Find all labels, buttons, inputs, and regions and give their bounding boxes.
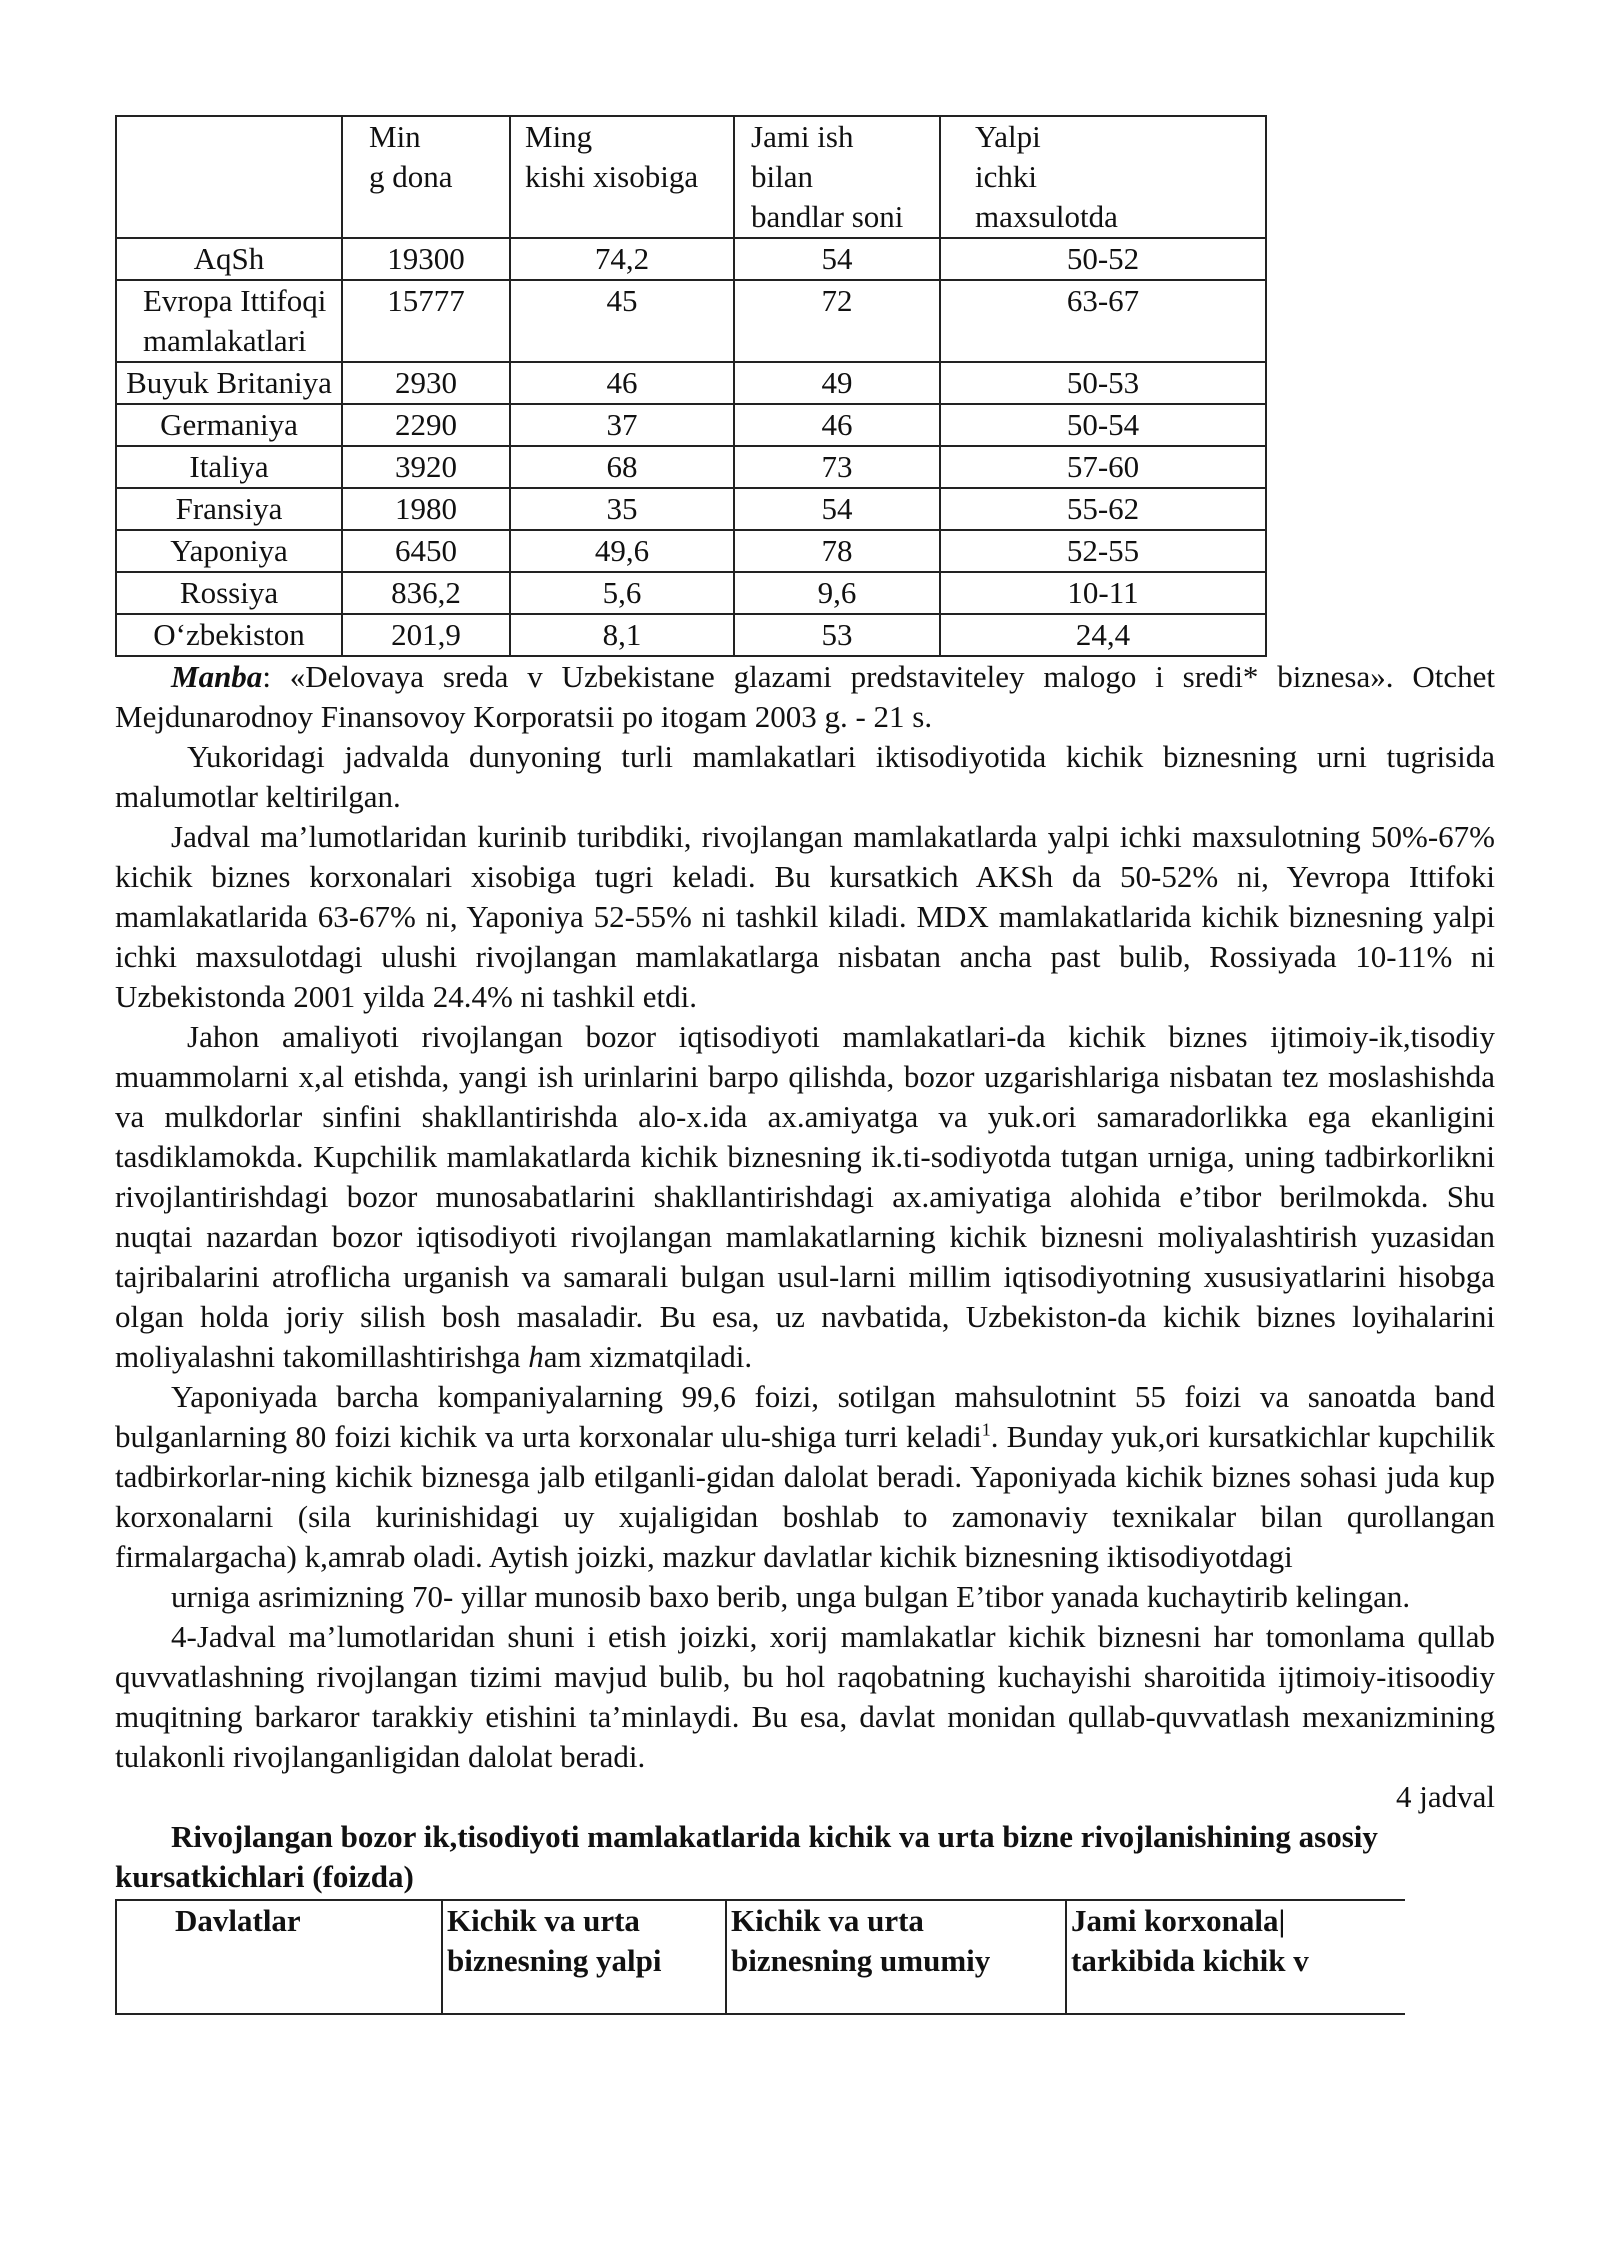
source-text: : «Delovaya sreda v Uzbekistane glazami predstaviteley malogo i sredi* biznesa». Otchet Mejdunarodnoy Finansovoy Korporatsii po itogam 2003 g. - 21 s. <box>115 659 1495 734</box>
paragraph-text: . Bunday yuk,ori kursatkichlar kupchilik tadbirkorlar-ning kichik biznesga jalb etilganli-gidan dalolat beradi. Yaponiyada kichik biznes sohasi juda kup korxonalarni (sila kurinishidagi uy xujaligidan boshlab to zamonaviy texnikalar bilan qurollangan firmalargacha) k,amrab oladi. Aytish joizki, mazkur davlatlar kichik biznesning iktisodiyotdagi <box>115 1419 1495 1574</box>
value-cell: 5,6 <box>510 572 734 614</box>
table-row <box>116 280 1266 362</box>
value-cell: 2290 <box>342 404 510 446</box>
value-cell: 73 <box>734 446 940 488</box>
value-cell: 35 <box>510 488 734 530</box>
value-cell: 74,2 <box>510 238 734 280</box>
italic-letter: h <box>528 1339 544 1374</box>
value-cell: 49,6 <box>510 530 734 572</box>
table-header-row <box>116 1900 1405 2014</box>
header-cell-countries: Davlatlar <box>116 1900 442 2014</box>
header-cell-gdp: Yalpi ichki maxsulotda <box>940 116 1266 238</box>
header-cell-employment: Jami ish bilan bandlar soni <box>734 116 940 238</box>
table-row <box>116 446 1266 488</box>
value-cell: 50-54 <box>940 404 1266 446</box>
value-cell: 19300 <box>342 238 510 280</box>
table-header-row <box>116 116 1266 238</box>
value-cell: 68 <box>510 446 734 488</box>
table-row <box>116 362 1266 404</box>
paragraph-world-practice <box>115 1017 1495 1377</box>
value-cell: 78 <box>734 530 940 572</box>
value-cell: 52-55 <box>940 530 1266 572</box>
value-cell: 53 <box>734 614 940 656</box>
value-cell: 201,9 <box>342 614 510 656</box>
table-row <box>116 572 1266 614</box>
paragraph-text: Jahon amaliyoti rivojlangan bozor iqtisodiyoti mamlakatlari-da kichik biznes ijtimoiy-ik,tisodiy muammolarni x,al etishda, yangi ish urinlarini barpo qilishda, bozor uzgarishlariga nisbatan tez moslashishda va mulkdorlar sinfini shakllantirishda alo-x.ida ax.amiyatga va yuk.ori samaradorlikka ega ekanligini tasdiklamokda. Kupchilik mamlakatlarda kichik biznesning ik.ti-sodiyotda tutgan urniga, uning tadbirkorlikni rivojlantirishdagi bozor munosabatlarini shakllantirishdagi ax.amiyatiga alohida e’tibor berilmokda. Shu nuqtai nazardan bozor iqtisodiyoti rivojlangan mamlakatlarning kichik biznesni moliyalashtirish yuzasidan tajribalarini atroflicha urganish va samarali bulgan usul-larni millim iqtisodiyotning xususiyatlarini hisobga olgan holda joriy silish bosh masaladir. Bu esa, uz navbatida, Uzbekiston-da kichik biznes loyihalarini moliyalashni takomillashtirishga <box>115 1019 1495 1374</box>
value-cell: 63-67 <box>940 280 1266 362</box>
header-cell-enterprises: Min g dona <box>342 116 510 238</box>
paragraph-intro: Yukoridagi jadvalda dunyoning turli mamlakatlari iktisodiyotida kichik biznesning urni tugrisida malumotlar keltirilgan. <box>115 739 1495 814</box>
value-cell: 15777 <box>342 280 510 362</box>
value-cell: 50-52 <box>940 238 1266 280</box>
table-row <box>116 404 1266 446</box>
paragraph-text: Yaponiyada barcha kompaniyalarning 99,6 foizi, sotilgan mahsulotnint 55 foizi va sanoatda band bulganlarning 80 foizi kichik va urta korxonalar ulu-shiga turri keladi <box>115 1379 1495 1454</box>
value-cell: 49 <box>734 362 940 404</box>
country-cell: Germaniya <box>116 404 342 446</box>
header-cell-per-thousand: Ming kishi xisobiga <box>510 116 734 238</box>
country-cell: Italiya <box>116 446 342 488</box>
paragraph-table4-note: 4-Jadval ma’lumotlaridan shuni i etish joizki, xorij mamlakatlar kichik biznesni har tomonlama qullab quvvatlashning rivojlangan tizimi mavjud bulib, bu hol raqobatning kuchayishi sharoitida ijtimoiy-itisoodiy muqitning barkaror tarakkiy etishini ta’minlaydi. Bu esa, davlat monidan qullab-quvvatlash mexanizmining tulakonli rivojlanganligidan dalolat beradi. <box>115 1619 1495 1774</box>
country-cell: AqSh <box>116 238 342 280</box>
source-label: Manba <box>171 659 263 694</box>
table-number-label: 4 jadval <box>1396 1779 1495 1814</box>
value-cell: 3920 <box>342 446 510 488</box>
country-cell: Fransiya <box>116 488 342 530</box>
value-cell: 8,1 <box>510 614 734 656</box>
table-row <box>116 488 1266 530</box>
table-row <box>116 238 1266 280</box>
paragraph-text: am xizmatqiladi. <box>543 1339 753 1374</box>
value-cell: 9,6 <box>734 572 940 614</box>
paragraph-gdp-share: Jadval ma’lumotlaridan kurinib turibdiki, rivojlangan mamlakatlarda yalpi ichki maxsulotning 50%-67% kichik biznes korxonalari xisobiga tugri keladi. Bu kursatkich AKSh da 50-52% ni, Yevropa Ittifoki mamlakatlarida 63-67% ni, Yaponiya 52-55% ni tashkil kiladi. MDX mamlakatlarida kichik biznesning yalpi ichki maxsulotdagi ulushi rivojlangan mamlakatlarga nisbatan ancha past bulib, Rossiyada 10-11% ni Uzbekistonda 2001 yilda 24.4% ni tashkil etdi. <box>115 819 1495 1014</box>
document-page <box>115 115 1495 2015</box>
header-cell-enterprise-share: Jami korxonala| tarkibida kichik v <box>1066 1900 1405 2014</box>
header-cell-empty <box>116 116 342 238</box>
header-cell-gdp-share: Kichik va urta biznesning yalpi <box>442 1900 726 2014</box>
sme-development-table <box>115 1899 1405 2015</box>
value-cell: 54 <box>734 238 940 280</box>
value-cell: 24,4 <box>940 614 1266 656</box>
value-cell: 836,2 <box>342 572 510 614</box>
value-cell: 2930 <box>342 362 510 404</box>
source-note <box>115 657 1495 737</box>
value-cell: 46 <box>510 362 734 404</box>
value-cell: 57-60 <box>940 446 1266 488</box>
value-cell: 37 <box>510 404 734 446</box>
country-cell: O‘zbekiston <box>116 614 342 656</box>
value-cell: 46 <box>734 404 940 446</box>
header-cell-total-share: Kichik va urta biznesning umumiy <box>726 1900 1066 2014</box>
table-row <box>116 614 1266 656</box>
country-cell: Evropa Ittifoqi mamlakatlari <box>116 280 342 362</box>
country-cell: Rossiya <box>116 572 342 614</box>
value-cell: 10-11 <box>940 572 1266 614</box>
paragraph-continuation: urniga asrimizning 70- yillar munosib baxo berib, unga bulgan E’tibor yanada kuchaytirib kelingan. <box>171 1579 1411 1614</box>
table-row <box>116 530 1266 572</box>
value-cell: 54 <box>734 488 940 530</box>
value-cell: 6450 <box>342 530 510 572</box>
table-title: Rivojlangan bozor ik,tisodiyoti mamlakatlarida kichik va urta bizne rivojlanishining asosiy kursatkichlari (foizda) <box>115 1819 1378 1894</box>
value-cell: 72 <box>734 280 940 362</box>
sme-indicators-table <box>115 115 1267 657</box>
value-cell: 45 <box>510 280 734 362</box>
country-cell: Yaponiya <box>116 530 342 572</box>
value-cell: 50-53 <box>940 362 1266 404</box>
value-cell: 55-62 <box>940 488 1266 530</box>
country-cell: Buyuk Britaniya <box>116 362 342 404</box>
footnote-marker: 1 <box>981 1419 991 1440</box>
paragraph-japan <box>115 1377 1495 1577</box>
value-cell: 1980 <box>342 488 510 530</box>
